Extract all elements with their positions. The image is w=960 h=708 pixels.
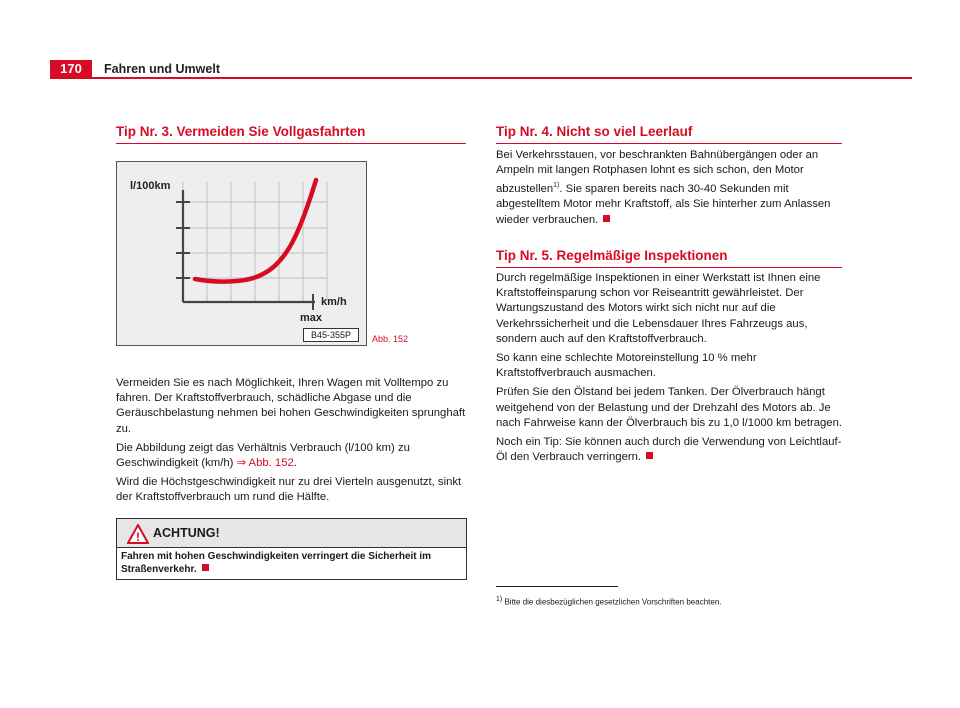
warning-header	[117, 519, 466, 548]
tip5-title-rule	[496, 267, 842, 268]
end-marker-icon	[202, 564, 209, 571]
x-max-label: max	[300, 312, 323, 324]
figure-caption: Abb. 152	[372, 334, 409, 344]
tip3-paragraph-2-text: Die Abbildung zeigt das Verhältnis Verbrauch (l/100 km) zu Geschwindigkeit (km/h)	[116, 441, 410, 470]
warning-text-block	[121, 551, 451, 576]
header-rule	[50, 77, 912, 79]
tip3-title-rule	[116, 143, 466, 144]
x-axis-label: km/h	[321, 296, 347, 308]
tip4-section-header	[496, 124, 842, 144]
tip5-body	[496, 271, 846, 469]
figure-code-label: B45-355P	[303, 328, 359, 342]
footnote-rule	[496, 586, 618, 587]
footnote-text: Bitte die diesbezüglichen gesetzlichen Vorschriften beachten.	[504, 597, 722, 607]
tip3-paragraph-2	[116, 441, 466, 471]
warning-title: ACHTUNG!	[153, 526, 220, 540]
warning-triangle-icon	[127, 524, 149, 544]
page-header-title: Fahren und Umwelt	[104, 62, 220, 76]
tip5-paragraph-4-text: Noch ein Tip: Sie können auch durch die Verwendung von Leichtlauf-Öl den Verbrauch verringern.	[496, 436, 842, 464]
tip5-section-header	[496, 248, 842, 268]
tip5-paragraph-3: Prüfen Sie den Ölstand bei jedem Tanken. Der Ölverbrauch hängt weitgehend von der Belastung und der Drehzahl des Motors ab. Je nach Fahrweise kann der Ölverbrauch bis zu 1,0 l/1000 km betragen.	[496, 386, 843, 429]
tip3-paragraph-2-end: .	[293, 457, 297, 470]
footnote-marker: 1)	[553, 182, 560, 190]
tip4-paragraph	[496, 148, 846, 228]
warning-box	[116, 518, 467, 580]
tip4-text-2: . Sie sparen bereits nach 30-40 Sekunden mit abgestelltem Motor mehr Kraftstoff, als Sie hinterher zum Anlassen wieder verbrauchen.	[496, 183, 831, 226]
tip4-text-1: Bei Verkehrsstauen, vor beschrankten Bahnübergängen oder an Ampeln mit langen Rotphasen lohnt es sich schon, den Motor abzustellen	[496, 149, 819, 196]
end-marker-icon	[603, 215, 610, 222]
tip5-paragraph-4	[496, 435, 846, 465]
tip4-body	[496, 148, 846, 232]
tip4-title-rule	[496, 143, 842, 144]
footnote-number: 1)	[496, 596, 503, 603]
end-marker-icon	[646, 452, 653, 459]
tip3-body	[116, 376, 466, 510]
consumption-figure	[116, 161, 367, 346]
figure-ref-link[interactable]: Abb. 152	[248, 457, 294, 470]
tip5-paragraph-1: Durch regelmäßige Inspektionen in einer Werkstatt ist Ihnen eine Kraftstoffeinsparung schon vor Reiseantritt gewährleistet. Der Wartungszustand des Motors wirkt sich nicht nur auf die Verkehrssicherheit und die Lebensdauer Ihres Fahrzeugs aus, sondern auch auf den Kraftstoffverbrauch.	[496, 272, 821, 345]
tip4-title: Tip Nr. 4. Nicht so viel Leerlauf	[496, 124, 693, 139]
warning-exclamation: !	[136, 530, 140, 544]
tip3-paragraph-3: Wird die Höchstgeschwindigkeit nur zu drei Vierteln ausgenutzt, sinkt der Kraftstoffverbrauch um rund die Hälfte.	[116, 476, 462, 504]
figure-grid	[183, 182, 327, 301]
figure-ref-arrow: ⇒	[236, 457, 247, 470]
page-number: 170	[50, 60, 92, 78]
tip5-title: Tip Nr. 5. Regelmäßige Inspektionen	[496, 248, 728, 263]
tip3-paragraph-1: Vermeiden Sie es nach Möglichkeit, Ihren Wagen mit Volltempo zu fahren. Der Kraftstoffverbrauch, schädliche Abgase und die Geräuschbelastung nehmen bei hohen Geschwindigkeiten sprunghaft zu.	[116, 377, 466, 435]
footnote	[496, 596, 722, 607]
tip5-paragraph-2: So kann eine schlechte Motoreinstellung 10 % mehr Kraftstoffverbrauch ausmachen.	[496, 352, 757, 380]
tip3-title: Tip Nr. 3. Vermeiden Sie Vollgasfahrten	[116, 124, 366, 139]
tip3-section-header	[116, 124, 466, 144]
warning-text: Fahren mit hohen Geschwindigkeiten verringert die Sicherheit im Straßenverkehr.	[121, 551, 432, 575]
y-axis-label: l/100km	[130, 180, 171, 192]
consumption-curve-graphic	[117, 162, 366, 345]
